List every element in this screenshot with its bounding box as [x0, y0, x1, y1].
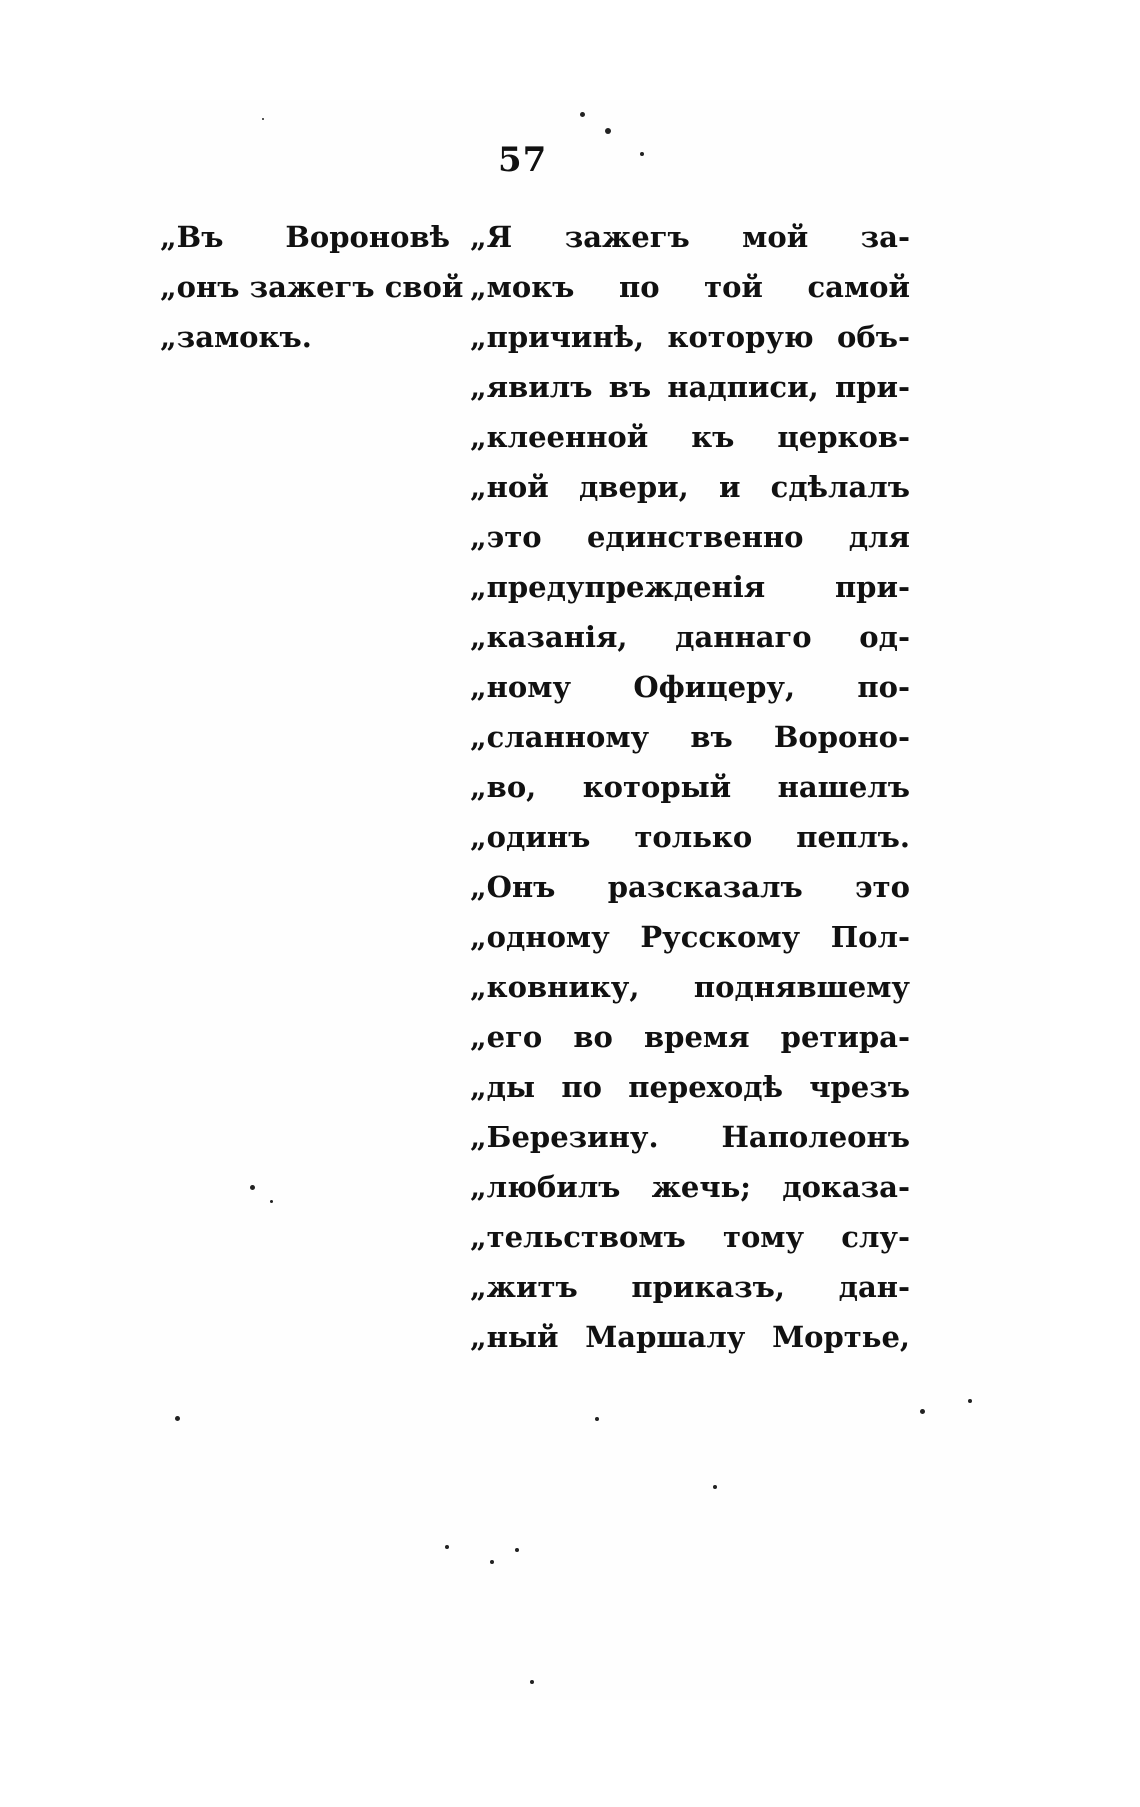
right-line-1: „Я зажегъ мой за-: [470, 220, 910, 254]
right-line-7: „это единственно для: [470, 520, 910, 554]
page-number: 57: [498, 140, 548, 180]
right-line-15: „одному Русскому Пол-: [470, 920, 910, 954]
right-line-16: „ковнику, поднявшему: [470, 970, 910, 1004]
scan-speck: [530, 1680, 534, 1684]
scan-speck: [640, 152, 644, 156]
scan-speck: [250, 1185, 255, 1190]
scan-speck: [175, 1416, 180, 1421]
right-line-13: „одинъ только пеплъ.: [470, 820, 910, 854]
left-line-2: „онъ зажегъ свой: [160, 270, 464, 304]
scan-speck: [580, 112, 585, 117]
right-line-5: „клеенной къ церков-: [470, 420, 910, 454]
right-line-19: „Березину. Наполеонъ: [470, 1120, 910, 1154]
right-line-21: „тельствомъ тому слу-: [470, 1220, 910, 1254]
right-line-14: „Онъ разсказалъ это: [470, 870, 910, 904]
right-line-8: „предупрежденія при-: [470, 570, 910, 604]
left-line-3: „замокъ.: [160, 320, 312, 354]
scan-speck: [968, 1399, 972, 1403]
scan-speck: [490, 1560, 494, 1564]
left-line-1: „Въ Вороновѣ: [160, 220, 450, 254]
right-line-20: „любилъ жечь; доказа-: [470, 1170, 910, 1204]
scan-speck: [262, 118, 264, 120]
scan-speck: [270, 1200, 273, 1203]
right-line-23: „ный Маршалу Мортье,: [470, 1320, 910, 1354]
right-line-18: „ды по переходѣ чрезъ: [470, 1070, 910, 1104]
right-line-10: „ному Офицеру, по-: [470, 670, 910, 704]
right-line-6: „ной двери, и сдѣлалъ: [470, 470, 910, 504]
right-line-2: „мокъ по той самой: [470, 270, 910, 304]
scan-speck: [605, 128, 611, 134]
scan-speck: [713, 1485, 717, 1489]
scan-speck: [595, 1417, 599, 1421]
right-line-12: „во, который нашелъ: [470, 770, 910, 804]
right-line-22: „житъ приказъ, дан-: [470, 1270, 910, 1304]
right-line-17: „его во время ретира-: [470, 1020, 910, 1054]
left-column: [160, 212, 464, 362]
right-line-4: „явилъ въ надписи, при-: [470, 370, 910, 404]
right-line-11: „сланному въ Вороно-: [470, 720, 910, 754]
right-line-3: „причинѣ, которую объ-: [470, 320, 910, 354]
scan-speck: [445, 1545, 449, 1549]
scan-speck: [920, 1409, 925, 1414]
scan-speck: [515, 1548, 519, 1552]
right-column: [470, 212, 910, 1362]
right-line-9: „казанія, даннаго од-: [470, 620, 910, 654]
